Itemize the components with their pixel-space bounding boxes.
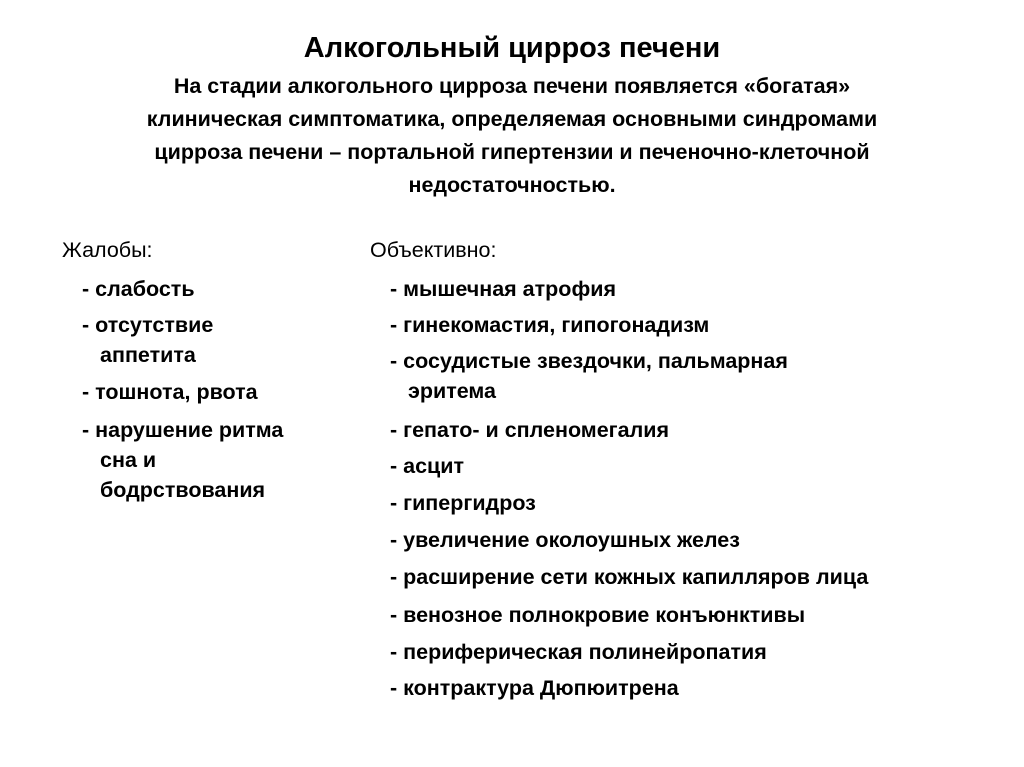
objective-item-text: - периферическая полинейропатия bbox=[390, 640, 767, 664]
objective-item bbox=[390, 637, 767, 667]
objective-item-continuation: эритема bbox=[408, 379, 497, 403]
complaints-heading: Жалобы: bbox=[62, 238, 153, 262]
subtitle-line: цирроза печени – портальной гипертензии и печеночно-клеточной bbox=[154, 140, 870, 164]
slide-title: Алкогольный цирроз печени bbox=[303, 32, 721, 64]
complaint-item bbox=[82, 274, 195, 304]
objective-item bbox=[390, 346, 788, 406]
subtitle-line: клиническая симптоматика, определяемая основными синдромами bbox=[146, 107, 878, 131]
objective-heading: Объективно: bbox=[370, 238, 497, 262]
complaint-item bbox=[82, 310, 213, 370]
objective-item-text: - контрактура Дюпюитрена bbox=[390, 676, 679, 700]
objective-item-text: - гепато- и спленомегалия bbox=[390, 418, 669, 442]
complaint-item-continuation: бодрствования bbox=[100, 478, 266, 502]
slide-subtitle bbox=[60, 70, 964, 202]
complaint-item-text: - нарушение ритма bbox=[82, 418, 284, 442]
objective-item-text: - расширение сети кожных капилляров лица bbox=[390, 565, 869, 589]
subtitle-line: На стадии алкогольного цирроза печени появляется «богатая» bbox=[173, 74, 851, 98]
objective-item-text: - венозное полнокровие конъюнктивы bbox=[390, 603, 806, 627]
complaint-item-text: - слабость bbox=[82, 277, 195, 301]
objective-item bbox=[390, 600, 805, 630]
objective-item bbox=[390, 451, 464, 481]
complaint-item-text: - тошнота, рвота bbox=[82, 380, 258, 404]
objective-item-text: - гипергидроз bbox=[390, 491, 536, 515]
objective-item bbox=[390, 310, 709, 340]
objective-item-text: - гинекомастия, гипогонадизм bbox=[390, 313, 710, 337]
complaint-item bbox=[82, 415, 283, 505]
objective-item bbox=[390, 488, 536, 518]
complaint-item-text: - отсутствие bbox=[82, 313, 214, 337]
objective-item-text: - мышечная атрофия bbox=[390, 277, 617, 301]
objective-item bbox=[390, 525, 740, 555]
objective-item bbox=[390, 415, 669, 445]
complaint-item-continuation: сна и bbox=[100, 448, 157, 472]
objective-item-text: - сосудистые звездочки, пальмарная bbox=[390, 349, 788, 373]
objective-item-text: - увеличение околоушных желез bbox=[390, 528, 740, 552]
complaint-item bbox=[82, 377, 258, 407]
objective-item bbox=[390, 562, 868, 592]
subtitle-line: недостаточностью. bbox=[408, 173, 616, 197]
objective-item bbox=[390, 673, 679, 703]
complaint-item-continuation: аппетита bbox=[100, 343, 196, 367]
objective-item bbox=[390, 274, 616, 304]
objective-item-text: - асцит bbox=[390, 454, 465, 478]
